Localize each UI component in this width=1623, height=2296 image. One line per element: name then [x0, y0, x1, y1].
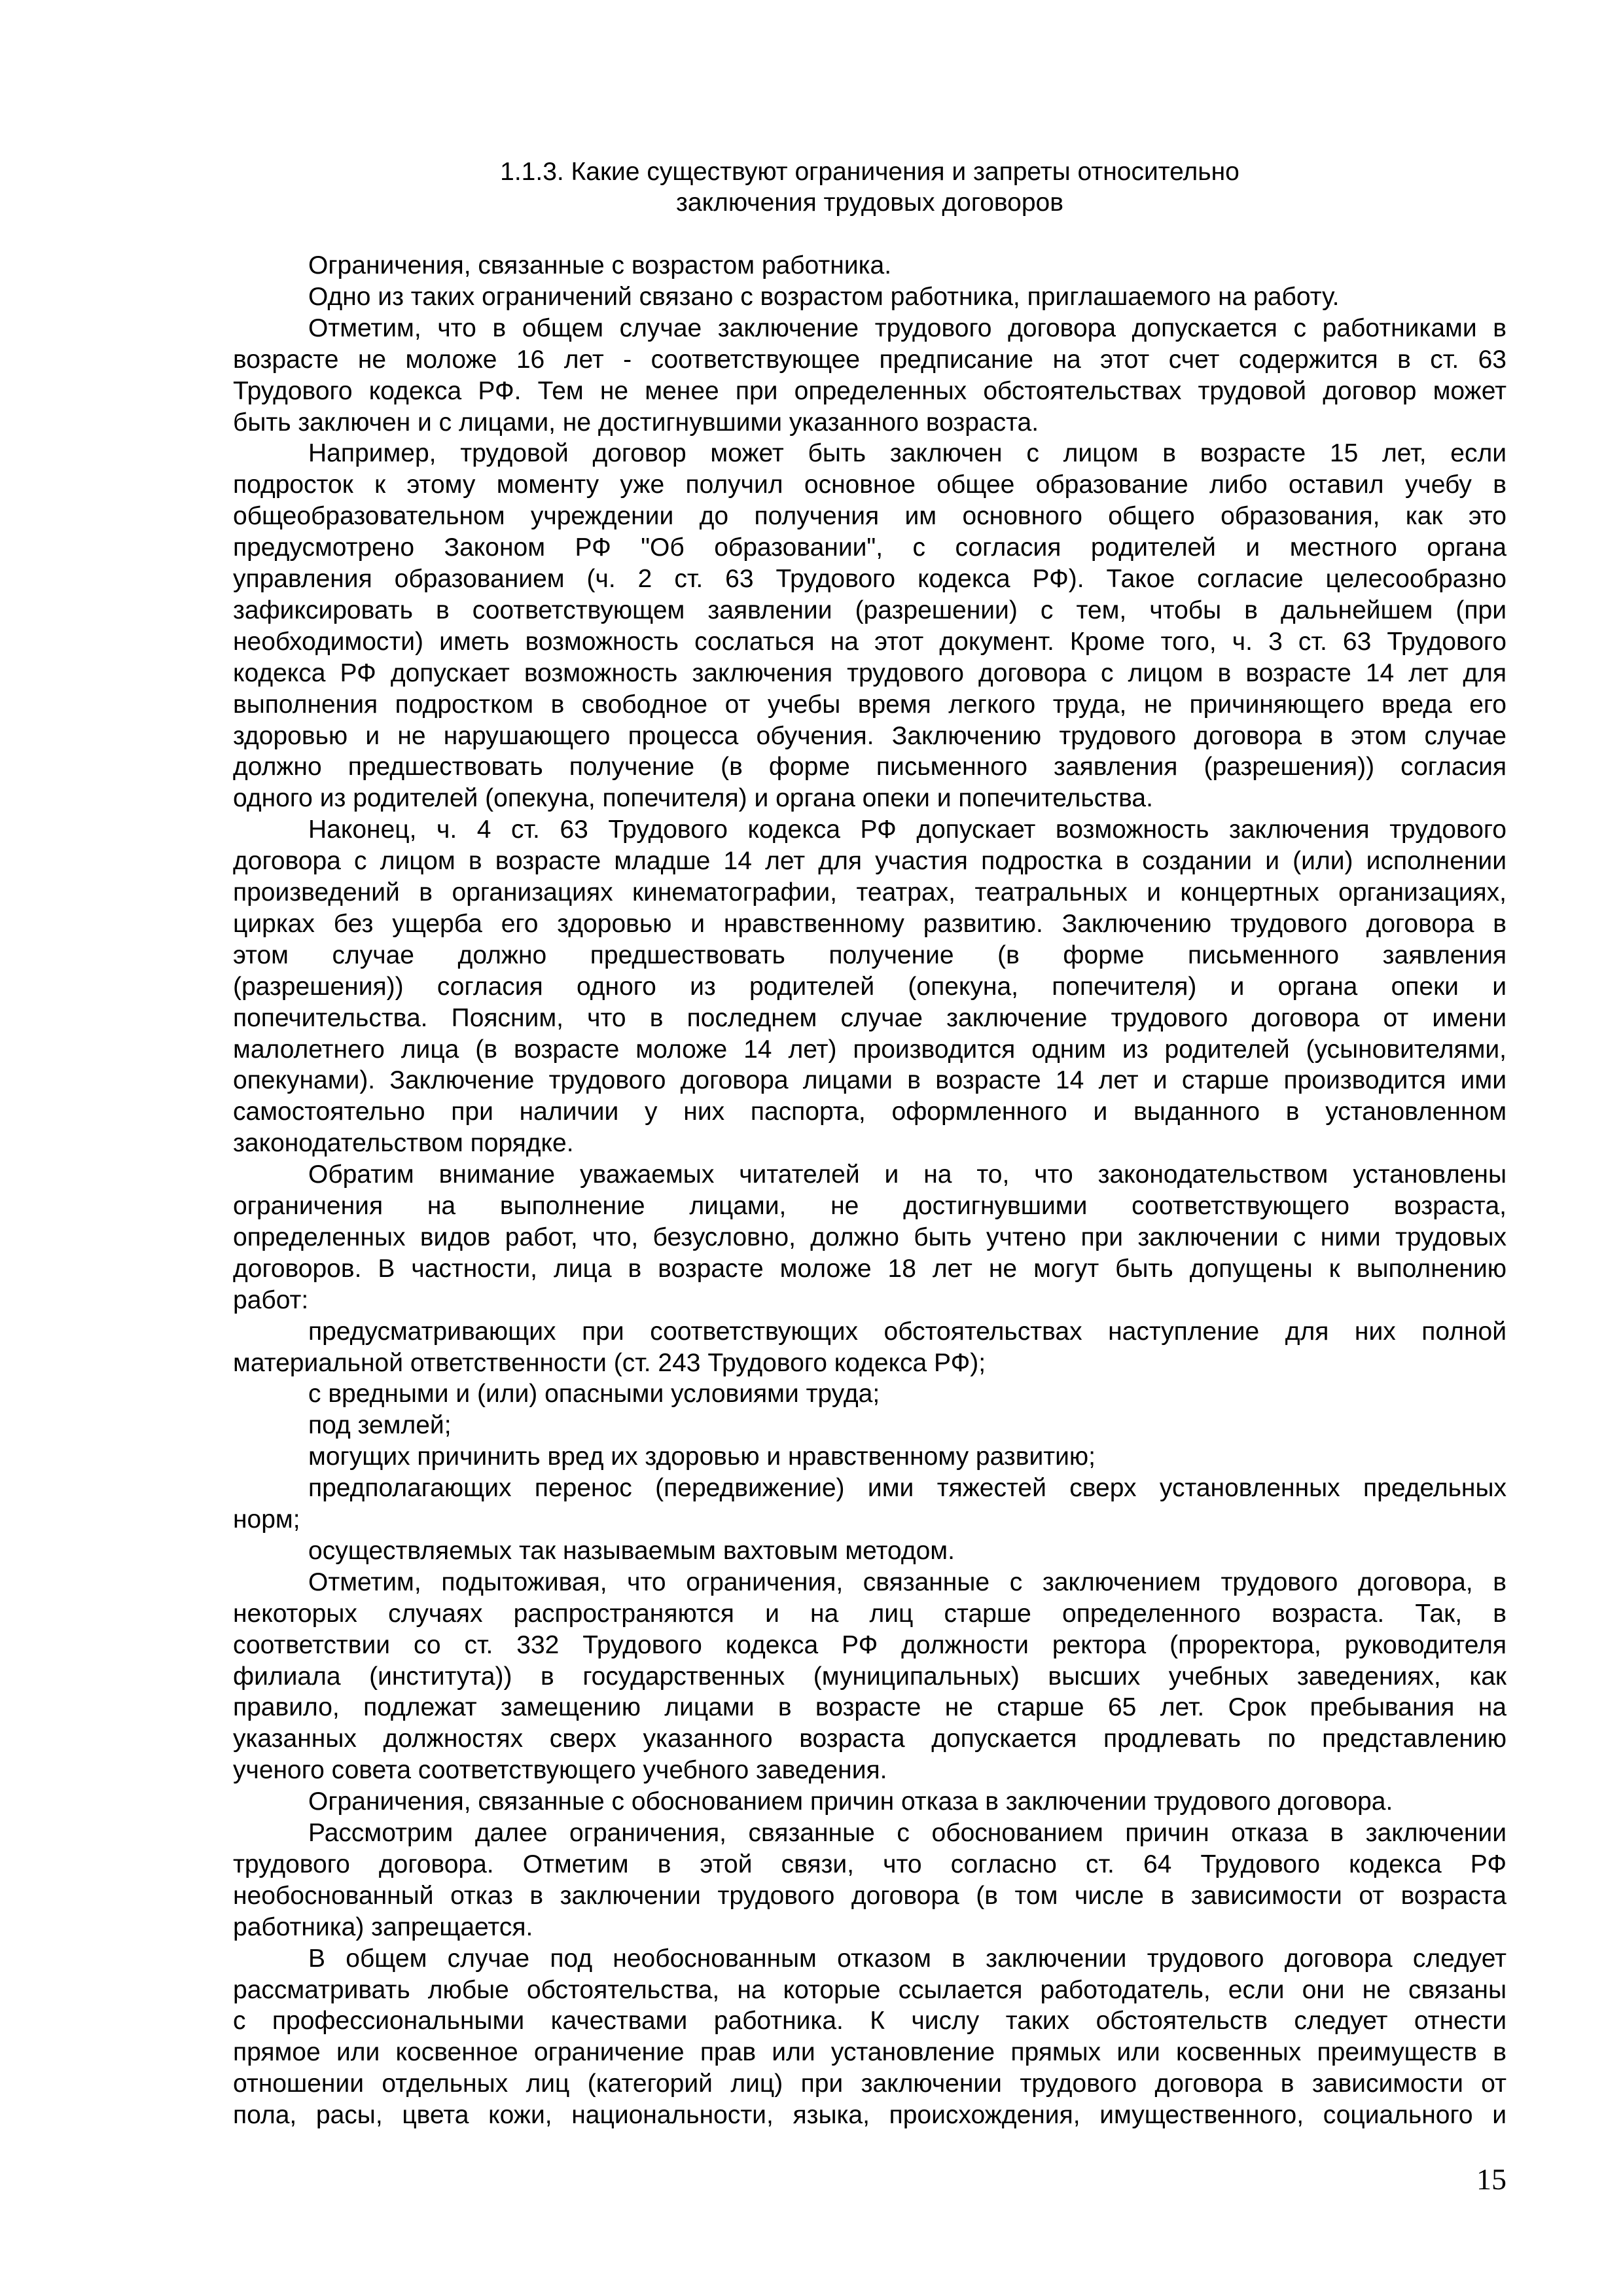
text-line: договоров. В частности, лица в возрасте моложе 18 лет не могут быть допущены к выполнению	[233, 1254, 1507, 1283]
text-line: Наконец, ч. 4 ст. 63 Трудового кодекса РФ допускает возможность заключения трудового	[308, 816, 1507, 844]
text-line: малолетнего лица (в возрасте моложе 14 лет) производится одним из родителей (усыновителями,	[233, 1035, 1507, 1064]
text-line: зафиксировать в соответствующем заявлении (разрешении) с тем, чтобы в дальнейшем (при	[233, 596, 1507, 624]
text-line: опекунами). Заключение трудового договора лицами в возрасте 14 лет и старше производится ими	[233, 1066, 1507, 1095]
text-line: указанных должностях сверх указанного возраста допускается продлевать по представлению	[233, 1725, 1507, 1753]
section-title-line: 1.1.3. Какие существуют ограничения и запреты относительно	[500, 158, 1240, 186]
text-line: могущих причинить вред их здоровью и нравственному развитию;	[308, 1443, 1096, 1471]
text-line: работника) запрещается.	[233, 1912, 533, 1941]
text-line: Трудового кодекса РФ. Тем не менее при определенных обстоятельствах трудовой договор может	[233, 376, 1507, 405]
text-line: законодательством порядке.	[233, 1129, 574, 1158]
text-line: должно предшествовать получение (в форме письменного заявления (разрешения)) согласия	[233, 753, 1507, 781]
text-line: осуществляемых так называемым вахтовым методом.	[308, 1536, 955, 1565]
text-line: филиала (института)) в государственных (муниципальных) высших учебных заведениях, как	[233, 1662, 1507, 1691]
text-line: с вредными и (или) опасными условиями труда;	[308, 1380, 880, 1408]
text-line: Ограничения, связанные с возрастом работника.	[308, 251, 892, 279]
text-line: необходимости) иметь возможность сослаться на этот документ. Кроме того, ч. 3 ст. 63 Трудового	[233, 627, 1507, 656]
text-line: с профессиональными качествами работника. К числу таких обстоятельств следует отнести	[233, 2007, 1507, 2036]
text-line: самостоятельно при наличии у них паспорта, оформленного и выданного в установленном	[233, 1098, 1507, 1126]
text-line: попечительства. Поясним, что в последнем случае заключение трудового договора от имени	[233, 1003, 1507, 1032]
text-line: (разрешения)) согласия одного из родителей (опекуна, попечителя) и органа опеки и	[233, 972, 1507, 1001]
text-line: прямое или косвенное ограничение прав или установление прямых или косвенных преимуществ в	[233, 2038, 1507, 2067]
text-line: предусматривающих при соответствующих обстоятельствах наступление для них полной	[308, 1317, 1507, 1346]
text-line: работ:	[233, 1285, 309, 1314]
text-line: норм;	[233, 1505, 300, 1534]
text-line: Отметим, что в общем случае заключение трудового договора допускается с работниками в	[308, 314, 1507, 342]
text-line: предполагающих перенос (передвижение) ими тяжестей сверх установленных предельных	[308, 1474, 1507, 1503]
text-line: быть заключен и с лицами, не достигнувшими указанного возраста.	[233, 408, 1039, 437]
section-title-line: заключения трудовых договоров	[676, 188, 1063, 217]
text-line: одного из родителей (опекуна, попечителя) и органа опеки и попечительства.	[233, 784, 1153, 813]
text-line: В общем случае под необоснованным отказом в заключении трудового договора следует	[308, 1944, 1507, 1973]
text-line: рассматривать любые обстоятельства, на которые ссылается работодатель, если они не связаны	[233, 1975, 1507, 2004]
text-line: ограничения на выполнение лицами, не достигнувшими соответствующего возраста,	[233, 1192, 1507, 1220]
text-line: управления образованием (ч. 2 ст. 63 Трудового кодекса РФ). Такое согласие целесообразно	[233, 565, 1507, 593]
text-line: договора с лицом в возрасте младше 14 лет для участия подростка в создании и (или) исполнении	[233, 847, 1507, 876]
text-line: цирках без ущерба его здоровью и нравственному развитию. Заключению трудового договора в	[233, 909, 1507, 938]
text-line: материальной ответственности (ст. 243 Трудового кодекса РФ);	[233, 1348, 986, 1377]
text-line: предусмотрено Законом РФ "Об образовании", с согласия родителей и местного органа	[233, 533, 1507, 562]
text-line: определенных видов работ, что, безусловно, должно быть учтено при заключении с ними трудовых	[233, 1223, 1507, 1251]
page-number: 15	[1476, 2162, 1507, 2196]
text-line: Одно из таких ограничений связано с возрастом работника, приглашаемого на работу.	[308, 282, 1340, 311]
text-line: необоснованный отказ в заключении трудового договора (в том числе в зависимости от возраста	[233, 1881, 1507, 1910]
text-line: произведений в организациях кинематографии, театрах, театральных и концертных организациях,	[233, 878, 1507, 906]
text-line: выполнения подростком в свободное от учебы время легкого труда, не причиняющего вреда его	[233, 690, 1507, 719]
text-line: подросток к этому моменту уже получил основное общее образование либо оставил учебу в	[233, 471, 1507, 499]
text-line: трудового договора. Отметим в этой связи, что согласно ст. 64 Трудового кодекса РФ	[233, 1850, 1507, 1878]
text-line: под землей;	[308, 1411, 452, 1440]
text-line: кодекса РФ допускает возможность заключения трудового договора с лицом в возрасте 14 лет для	[233, 658, 1507, 687]
text-line: этом случае должно предшествовать получение (в форме письменного заявления	[233, 941, 1507, 969]
text-line: пола, расы, цвета кожи, национальности, языка, происхождения, имущественного, социального и	[233, 2101, 1507, 2130]
text-line: Ограничения, связанные с обоснованием причин отказа в заключении трудового договора.	[308, 1787, 1393, 1816]
text-line: некоторых случаях распространяются и на лиц старше определенного возраста. Так, в	[233, 1599, 1507, 1628]
text-line: ученого совета соответствующего учебного заведения.	[233, 1756, 887, 1785]
text-line: общеобразовательном учреждении до получения им основного общего образования, как это	[233, 502, 1507, 531]
text-line: правило, подлежат замещению лицами в возрасте не старше 65 лет. Срок пребывания на	[233, 1693, 1507, 1722]
text-line: отношении отдельных лиц (категорий лиц) при заключении трудового договора в зависимости от	[233, 2070, 1507, 2098]
text-line: Например, трудовой договор может быть заключен с лицом в возрасте 15 лет, если	[308, 439, 1507, 468]
text-line: здоровью и не нарушающего процесса обучения. Заключению трудового договора в этом случае	[233, 721, 1507, 750]
text-line: соответствии со ст. 332 Трудового кодекса РФ должности ректора (проректора, руководителя	[233, 1630, 1507, 1659]
text-line: возрасте не моложе 16 лет - соответствующее предписание на этот счет содержится в ст. 63	[233, 345, 1507, 374]
text-line: Отметим, подытоживая, что ограничения, связанные с заключением трудового договора, в	[308, 1568, 1507, 1596]
text-line: Обратим внимание уважаемых читателей и на то, что законодательством установлены	[308, 1160, 1507, 1189]
text-line: Рассмотрим далее ограничения, связанные с обоснованием причин отказа в заключении	[308, 1819, 1507, 1847]
